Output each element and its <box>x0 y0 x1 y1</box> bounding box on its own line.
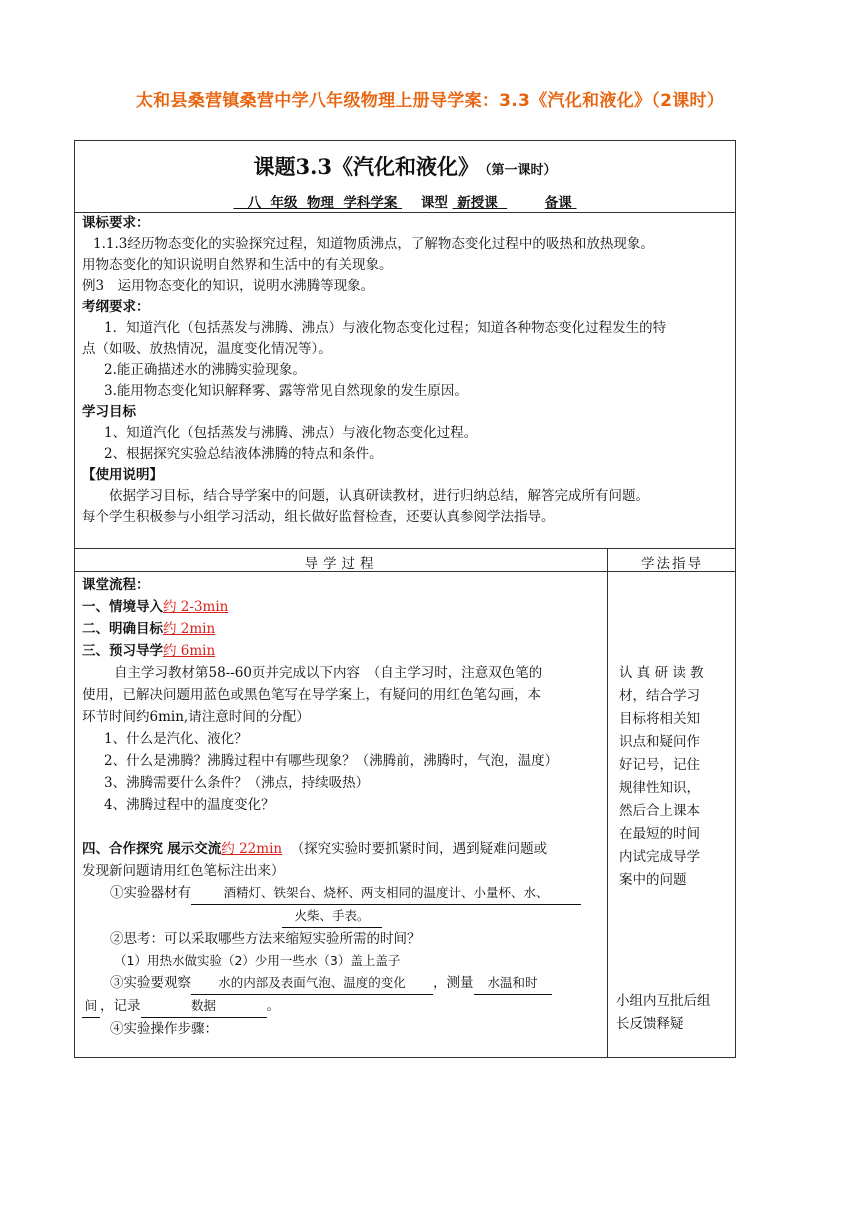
time-mark: 约 2-3min <box>163 599 229 615</box>
step-intro: 一、情境导入约 2-3min <box>82 599 229 615</box>
grade: 八 年级 物理 学科学案 <box>247 195 398 211</box>
preview-text: 使用，已解决问题用蓝色或黑色笔写在导学案上，有疑问的用红色笔勾画，本 <box>82 687 541 703</box>
time-mark: 约 6min <box>163 643 216 659</box>
lesson-title-main: 课题3.3《汽化和液化》 <box>253 154 480 179</box>
question: 4、沸腾过程中的温度变化？ <box>104 797 275 813</box>
standards-line: 1.1.3经历物态变化的实验探究过程，知道物质沸点，了解物态变化过程中的吸热和放热现象。 <box>93 236 654 252</box>
guide-note: 小组内互批后组 长反馈释疑 <box>616 993 711 1032</box>
column-header-guide: 学法指导 <box>641 556 703 572</box>
usage-line: 每个学生积极参与小组学习活动，组长做好监督检查，还要认真参阅学法指导。 <box>82 509 555 525</box>
standards-heading: 课标要求： <box>82 215 150 231</box>
flow-heading: 课堂流程： <box>82 577 150 593</box>
think-question: ②思考：可以采取哪些方法来缩短实验所需的时间？ <box>110 931 421 947</box>
think-answer: （1）用热水做实验（2）少用一些水（3）盖上盖子 <box>114 953 401 968</box>
divider <box>75 548 735 549</box>
measure-answer: 水温和时 <box>474 972 552 995</box>
column-header-process: 导学过程 <box>304 556 379 572</box>
step-cooperate: 四、合作探究 展示交流约 22min （探究实验时要抓紧时间，遇到疑难问题或 <box>82 841 548 857</box>
standards-example: 例3 运用物态变化的知识，说明水沸腾等现象。 <box>82 278 375 294</box>
record-answer: 数据 <box>141 995 267 1018</box>
question: 1、什么是汽化、液化？ <box>104 731 248 747</box>
time-mark: 约 2min <box>163 621 216 637</box>
measure-answer: 间 <box>82 995 100 1018</box>
lesson-title <box>75 151 735 181</box>
time-mark: 约 22min <box>221 841 283 857</box>
question: 2、什么是沸腾？沸腾过程中有哪些现象？（沸腾前，沸腾时，气泡，温度） <box>104 753 559 769</box>
step-note: 发现新问题请用红色笔标注出来） <box>82 863 285 879</box>
prep-label: 备课 <box>544 195 572 211</box>
steps-label: ④实验操作步骤： <box>110 1021 218 1037</box>
divider <box>75 571 735 572</box>
column-divider <box>607 548 608 1058</box>
goals-heading: 学习目标 <box>82 404 136 420</box>
exam-item: 点（如吸、放热情况，温度变化情况等）。 <box>82 341 332 357</box>
goal-item: 2、根据探究实验总结液体沸腾的特点和条件。 <box>104 446 383 462</box>
guide-note: 认 真 研 读 教 材，结合学习 目标将相关知 识点和疑问作 好记号，记住 规律性知识， 然后合上课本 在最短的时间 内试完成导学 案中的问题 <box>619 665 704 888</box>
exam-heading: 考纲要求： <box>82 299 150 315</box>
step-goals: 二、明确目标约 2min <box>82 621 216 637</box>
question: 3、沸腾需要什么条件？（沸点，持续吸热） <box>104 775 370 791</box>
usage-line: 依据学习目标，结合导学案中的问题，认真研读教材，进行归纳总结，解答完成所有问题。 <box>109 488 649 504</box>
lesson-subtitle: （第一课时） <box>485 163 557 178</box>
exam-item: 1．知道汽化（包括蒸发与沸腾、沸点）与液化物态变化过程；知道各种物态变化过程发生的特 <box>104 320 667 336</box>
standards-line: 用物态变化的知识说明自然界和生活中的有关现象。 <box>82 257 393 273</box>
observe-line: ③实验要观察 水的内部及表面气泡、温度的变化 ，测量 水温和时 <box>82 972 604 995</box>
lesson-table <box>74 140 736 1058</box>
preview-text: 环节时间约6min,请注意时间的分配） <box>82 709 310 725</box>
equipment-answer: 酒精灯、铁架台、烧杯、两支相同的温度计、小量杯、水、 <box>191 882 581 905</box>
preview-text: 自主学习教材第58--60页并完成以下内容 （自主学习时，注意双色笔的 <box>114 665 543 681</box>
document-title: 太和县桑营镇桑营中学八年级物理上册导学案：3.3《汽化和液化》（2课时） <box>135 91 725 111</box>
usage-heading: 【使用说明】 <box>82 467 163 483</box>
equipment-line <box>82 905 604 928</box>
goal-item: 1、知道汽化（包括蒸发与沸腾、沸点）与液化物态变化过程。 <box>104 425 478 441</box>
process-column <box>82 574 604 1040</box>
requirements-block <box>82 213 730 528</box>
observe-answer: 水的内部及表面气泡、温度的变化 <box>191 972 433 995</box>
exam-item: 2.能正确描述水的沸腾实验现象。 <box>104 362 306 378</box>
type-label: 课型 <box>420 195 448 211</box>
record-line: 间 ，记录 数据 。 <box>82 995 604 1018</box>
equipment-answer: 火柴、手表。 <box>282 905 382 928</box>
type-value: 新授课 <box>457 195 498 211</box>
equipment-line: ①实验器材有 酒精灯、铁架台、烧杯、两支相同的温度计、小量杯、水、 <box>82 882 604 905</box>
step-preview: 三、预习导学约 6min <box>82 643 216 659</box>
lesson-meta <box>75 191 735 211</box>
exam-item: 3.能用物态变化知识解释雾、露等常见自然现象的发生原因。 <box>104 383 468 399</box>
